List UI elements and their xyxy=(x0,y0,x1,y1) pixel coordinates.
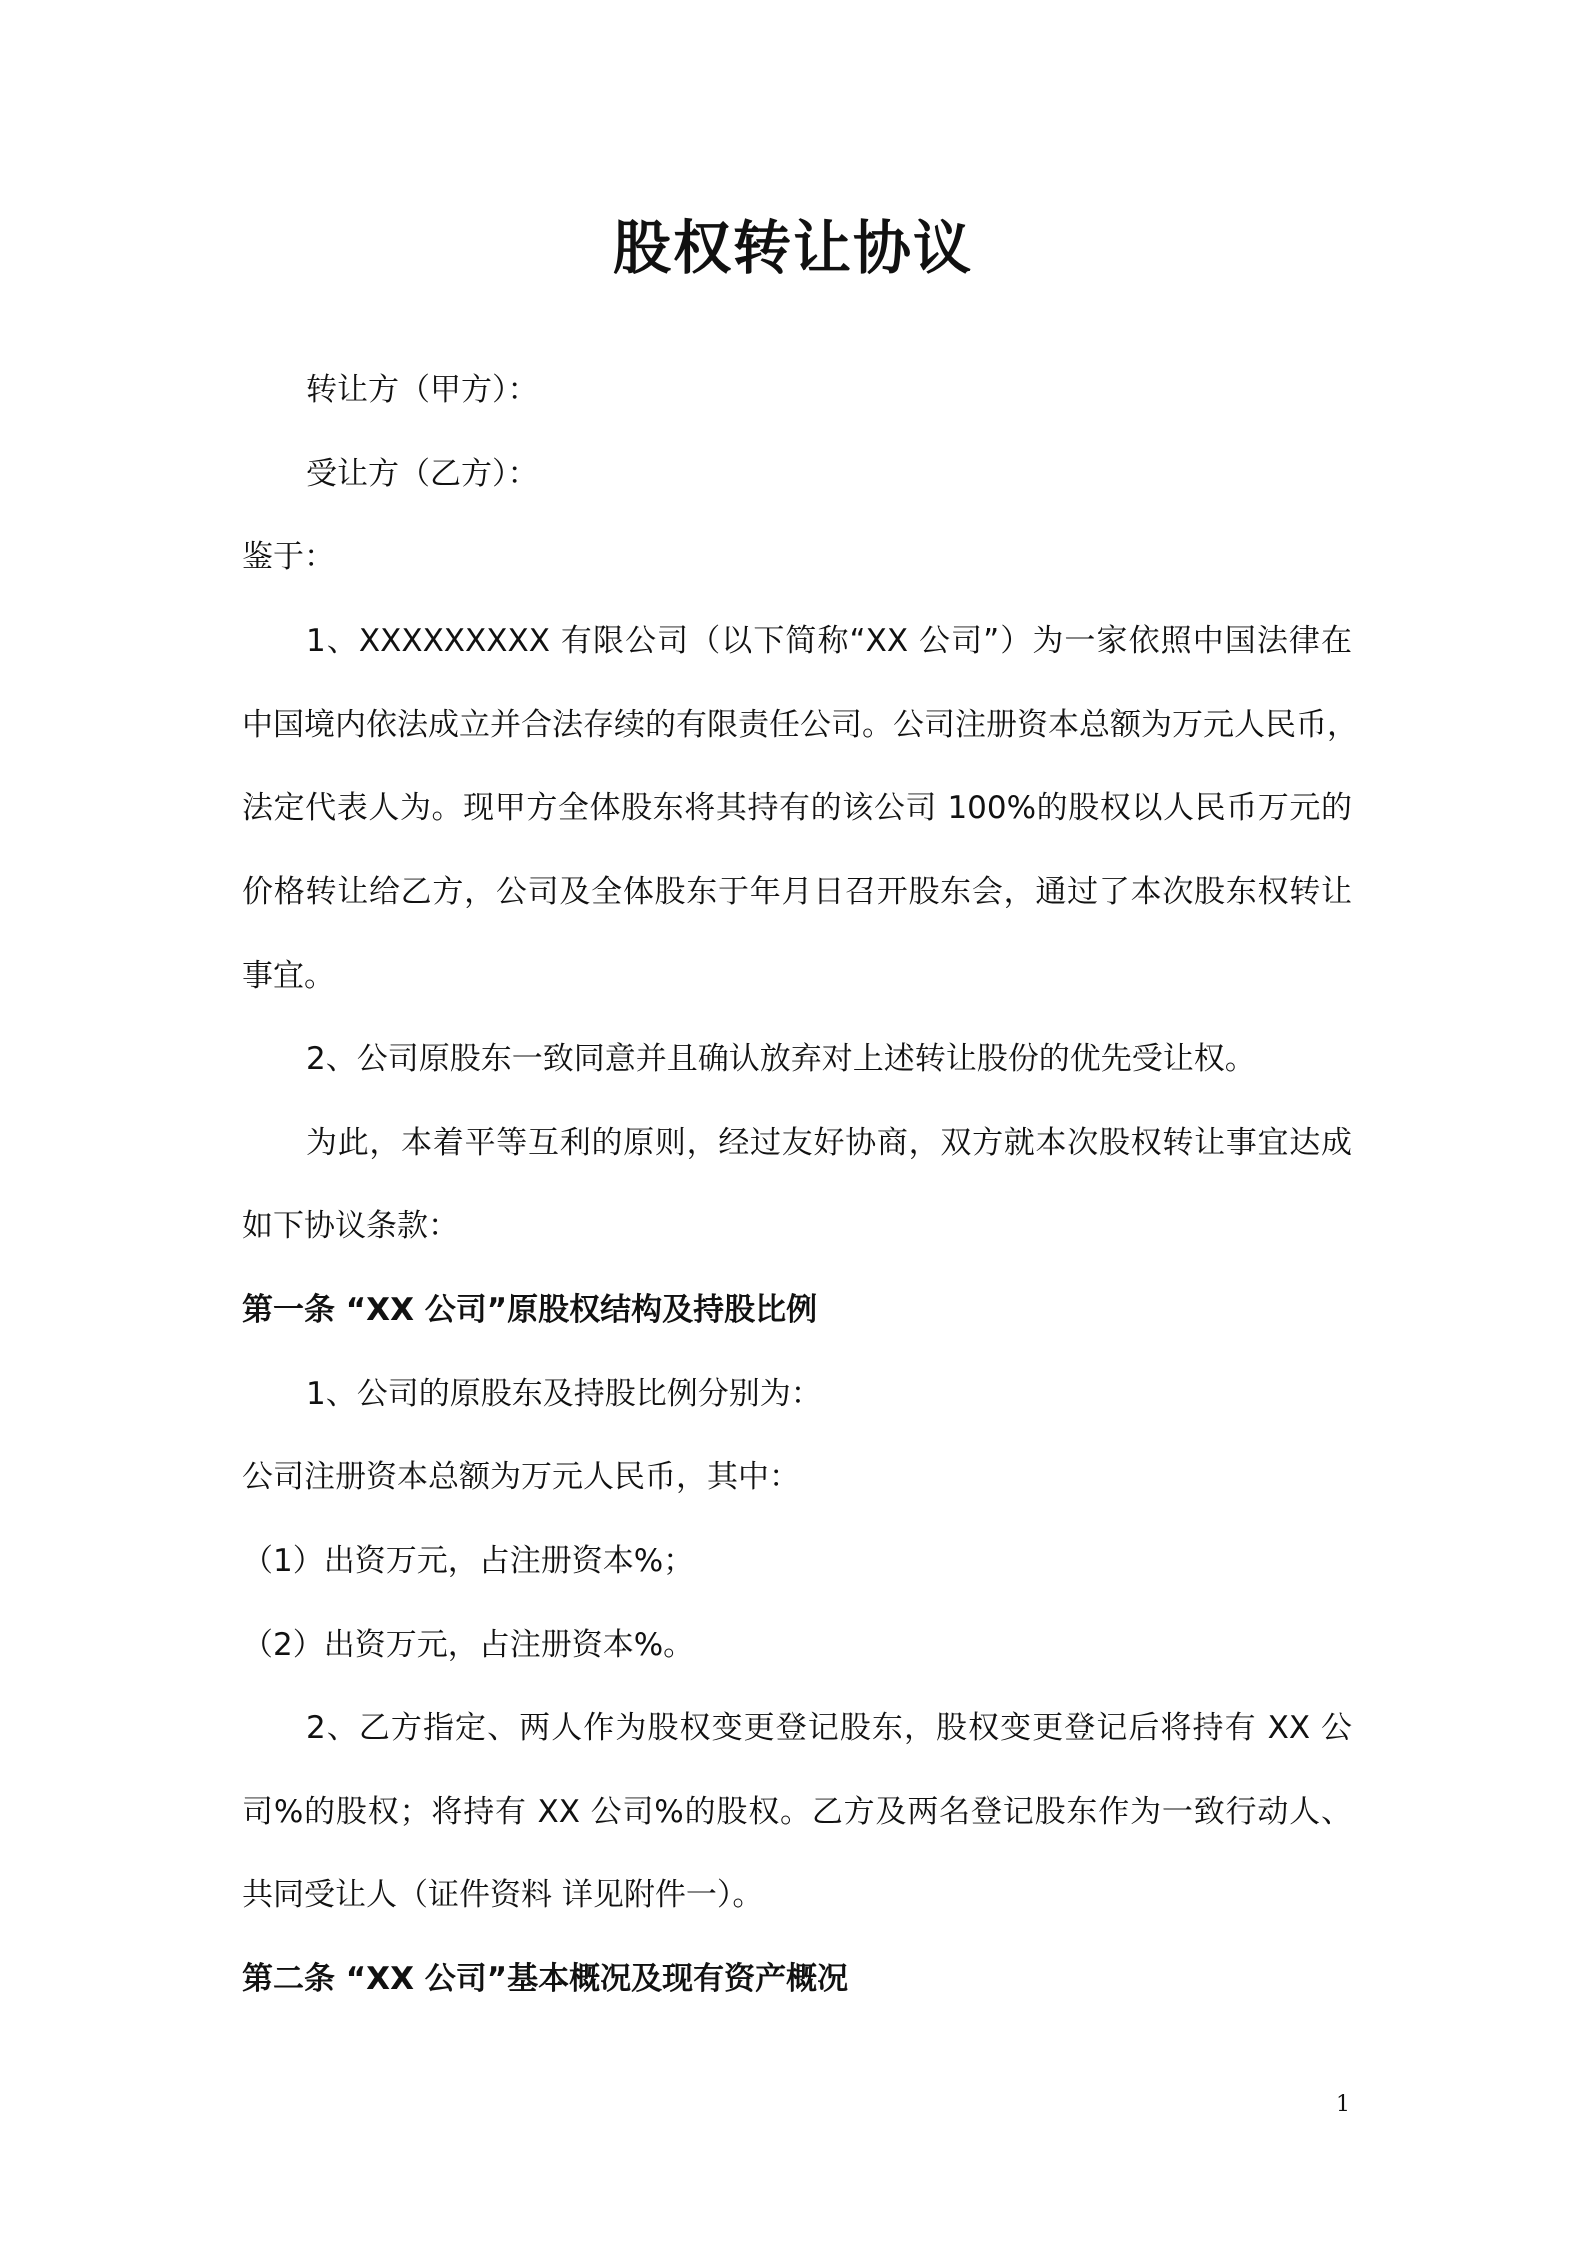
shareholder-2-line: （2）出资万元，占注册资本%。 xyxy=(242,1627,695,1663)
article-1-clause-1: 1、公司的原股东及持股比例分别为： xyxy=(306,1376,822,1412)
recital-1-line-2: 中国境内依法成立并合法存续的有限责任公司。公司注册资本总额为万元人民币， xyxy=(242,707,1358,743)
registered-capital-line: 公司注册资本总额为万元人民币，其中： xyxy=(242,1459,800,1495)
agreement-intro-line-1: 为此，本着平等互利的原则，经过友好协商，双方就本次股权转让事宜达成 xyxy=(306,1125,1352,1161)
article-1-heading: 第一条 “XX 公司”原股权结构及持股比例 xyxy=(242,1292,818,1328)
recital-1-line-1: 1、XXXXXXXXX 有限公司（以下简称“XX 公司”）为一家依照中国法律在 xyxy=(306,623,1352,659)
shareholder-1-line: （1）出资万元，占注册资本%； xyxy=(242,1543,695,1579)
recital-2-line: 2、公司原股东一致同意并且确认放弃对上述转让股份的优先受让权。 xyxy=(306,1041,1256,1077)
transferee-line: 受让方（乙方）： xyxy=(306,456,539,492)
whereas-heading: 鉴于： xyxy=(242,539,335,575)
transferor-line: 转让方（甲方）： xyxy=(306,372,539,408)
agreement-intro-line-2: 如下协议条款： xyxy=(242,1208,459,1244)
page-number: 1 xyxy=(1336,2092,1350,2117)
recital-1-line-4: 价格转让给乙方，公司及全体股东于年月日召开股东会，通过了本次股东权转让 xyxy=(242,874,1352,910)
recital-1-line-5: 事宜。 xyxy=(242,958,335,994)
recital-1-line-3: 法定代表人为。现甲方全体股东将其持有的该公司 100%的股权以人民币万元的 xyxy=(242,790,1352,826)
document-title: 股权转让协议 xyxy=(612,214,973,282)
article-2-heading: 第二条 “XX 公司”基本概况及现有资产概况 xyxy=(242,1961,849,1997)
article-1-clause-2-line-1: 2、乙方指定、两人作为股权变更登记股东，股权变更登记后将持有 XX 公 xyxy=(306,1710,1352,1746)
article-1-clause-2-line-2: 司%的股权；将持有 XX 公司%的股权。乙方及两名登记股东作为一致行动人、 xyxy=(242,1794,1352,1830)
article-1-clause-2-line-3: 共同受让人（证件资料 详见附件一）。 xyxy=(242,1877,764,1913)
